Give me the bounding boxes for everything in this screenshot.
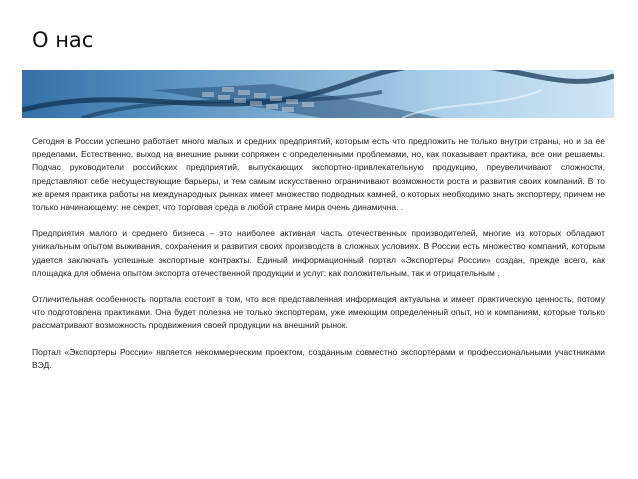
paragraph-1: Сегодня в России успешно работает много малых и средних предприятий, которым есть что предложить не только внутри страны, но и за ее пределами. Естественно, выход на внешние рынки сопряжен с определенными проблемами, но, как показывает практика, все они решаемы. Подчас руководители российских предприятий, выпускающих экспортно-привлекательную продукцию, преувеличивают сложности, представляют себе несуществующие барьеры, и тем самым искусственно ограничивают возможности роста и развития своих компаний. В то же время практика работы на международных рынках имеет множество подводных камней, о которых необходимо знать экспортеру, причем не только начинающему: не секрет, что торговая среда в любой стране мира очень динамична. . — [32, 136, 605, 213]
header-banner-image — [22, 70, 614, 118]
paragraph-4: Портал «Экспортеры России» является некоммерческим проектом, созданным совместно экспортерами и профессиональными участниками ВЭД. — [32, 346, 605, 370]
keyboard-cable-illustration — [22, 70, 614, 118]
page-title: О нас — [32, 28, 94, 52]
about-text — [32, 135, 605, 385]
paragraph-2: Предприятия малого и среднего бизнеса – это наиболее активная часть отечественных производителей, многие из которых обладают уникальным опытом выживания, сохранения и развития своих производств в сложных условиях. В России есть множество компаний, которым удается заключать успешные экспортные контракты. Единый информационный портал «Экспортеры России» создан, прежде всего, как площадка для обмена опытом экспорта отечественной продукции и услуг: как положительным, так и отрицательным . — [32, 228, 605, 278]
paragraph-3: Отличительная особенность портала состоит в том, что вся представленная информация актуальна и имеет практическую ценность, потому что подготовлена практиками. Она будет полезна не только экспортерам, уже имеющим определенный опыт, но и компаниям, которые только рассматривают возможность продвижения своей продукции на внешний рынок. — [32, 294, 605, 331]
